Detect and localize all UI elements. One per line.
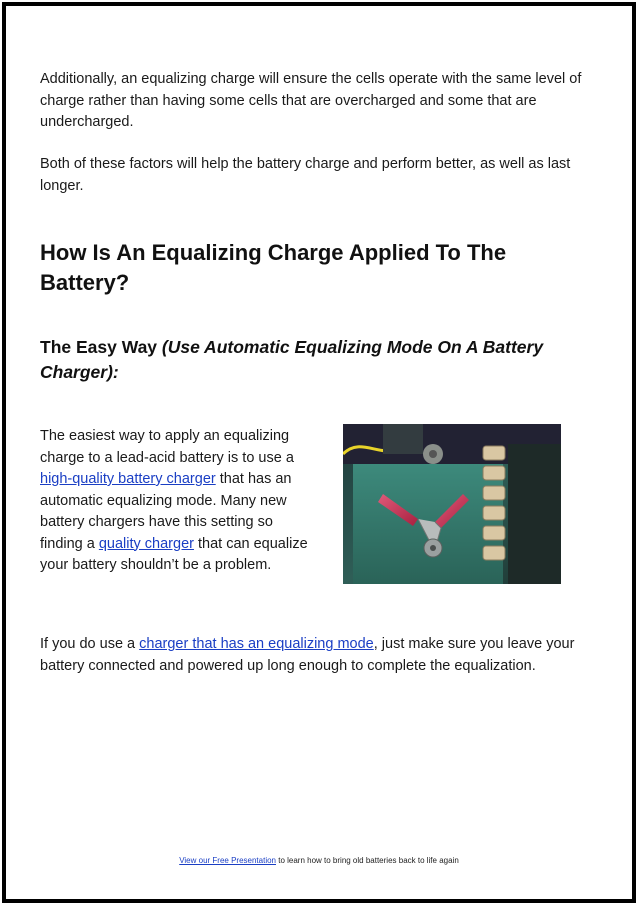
section-heading: How Is An Equalizing Charge Applied To The Battery? bbox=[40, 240, 507, 295]
paragraph-equalizing-cells: Additionally, an equalizing charge will ensure the cells operate with the same level of charge rather than having some cells that are overcharged and some that are undercharged. bbox=[40, 71, 582, 130]
footer-note bbox=[0, 856, 638, 866]
subheading-italic: (Use Automatic Equalizing Mode On A Battery Charger): bbox=[40, 337, 544, 382]
equalizing-mode-charger-link[interactable]: charger that has an equalizing mode bbox=[139, 636, 374, 652]
paragraph-benefits: Both of these factors will help the battery charge and perform better, as well as last longer. bbox=[40, 156, 571, 194]
battery-charger-photo bbox=[343, 424, 561, 584]
high-quality-charger-link[interactable]: high-quality battery charger bbox=[40, 471, 216, 487]
p3-text-2: that has an automatic equalizing mode. Many new battery chargers have this setting so finding a bbox=[40, 471, 292, 552]
p3-text-3: that can equalize your battery shouldn’t be a problem. bbox=[40, 535, 308, 573]
p3-text-1: The easiest way to apply an equalizing charge to a lead-acid battery is to use a bbox=[40, 428, 294, 466]
paragraph-easiest-way bbox=[40, 426, 310, 577]
free-presentation-link[interactable]: View our Free Presentation bbox=[179, 856, 276, 865]
p4-text-1: If you do use a bbox=[40, 636, 140, 652]
paragraph-equalization-note bbox=[40, 634, 610, 677]
p4-text-2: , just make sure you leave your battery connected and powered up long enough to complete the equalization. bbox=[40, 636, 575, 674]
subheading bbox=[40, 335, 600, 385]
subheading-main: The Easy Way bbox=[40, 337, 162, 357]
footer-text: to learn how to bring old batteries back to life again bbox=[276, 856, 459, 865]
quality-charger-link[interactable]: quality charger bbox=[98, 535, 194, 552]
